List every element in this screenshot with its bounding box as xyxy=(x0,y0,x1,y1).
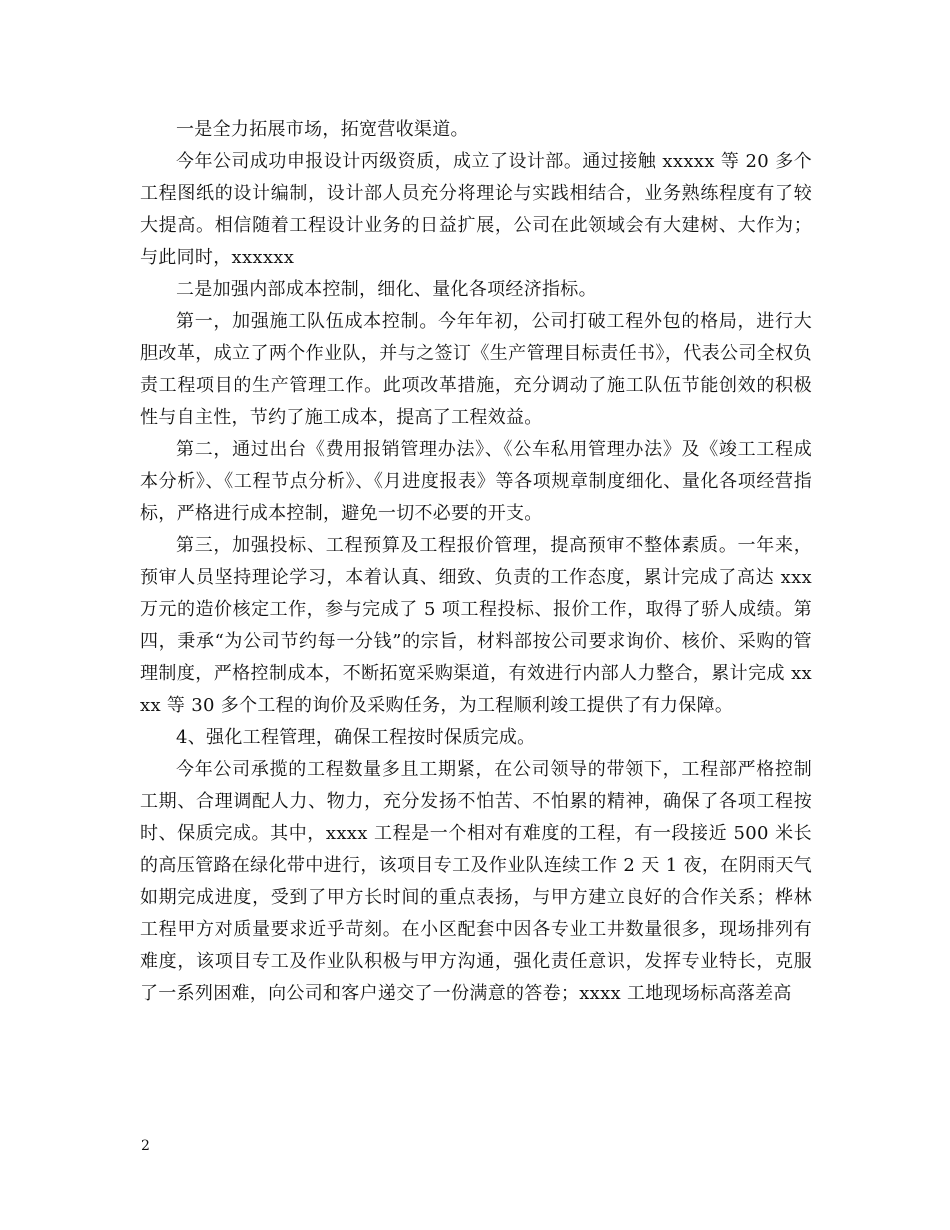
paragraph-bidding-budget: 第三，加强投标、工程预算及工程报价管理，提高预审不整体素质。一年来，预审人员坚持理论学习，本着认真、细致、负责的工作态度，累计完成了高达 xxx 万元的造价核定工作，参与完成了 5 项工程投标、报价工作，取得了骄人成绩。第四，秉承“为公司节约每一分钱”的宗旨，材料部按公司要求询价、核价、采购的管理制度，严格控制成本，不断拓宽采购渠道，有效进行内部人力整合，累计完成 xxxx 等 30 多个工程的询价及采购任务，为工程顺利竣工提供了有力保障。 xyxy=(140,535,812,716)
paragraph-design-department: 今年公司成功申报设计丙级资质，成立了设计部。通过接触 xxxxx 等 20 多个工程图纸的设计编制，设计部人员充分将理论与实践相结合，业务熟练程度有了较大提高。相信随着工程设计业务的日益扩展，公司在此领域会有大建树、大作为；与此同时，xxxxxx xyxy=(140,151,812,268)
paragraph-project-management-heading: 4、强化工程管理，确保工程按时保质完成。 xyxy=(176,727,536,748)
paragraph-management-rules: 第二，通过出台《费用报销管理办法》、《公车私用管理办法》及《竣工工程成本分析》、《工程节点分析》、《月进度报表》等各项规章制度细化、量化各项经营指标，严格进行成本控制，避免一切不必要的开支。 xyxy=(140,439,812,524)
paragraph-construction-team-cost: 第一，加强施工队伍成本控制。今年年初，公司打破工程外包的格局，进行大胆改革，成立了两个作业队，并与之签订《生产管理目标责任书》，代表公司全权负责工程项目的生产管理工作。此项改革措施，充分调动了施工队伍节能创效的积极性与自主性，节约了施工成本，提高了工程效益。 xyxy=(140,311,812,428)
document-page xyxy=(140,114,812,1010)
paragraph-project-schedule: 今年公司承揽的工程数量多且工期紧，在公司领导的带领下，工程部严格控制工期、合理调配人力、物力，充分发扬不怕苦、不怕累的精神，确保了各项工程按时、保质完成。其中，xxxx 工程是一个相对有难度的工程，有一段接近 500 米长的高压管路在绿化带中进行，该项目专工及作业队连续工作 2 天 1 夜，在阴雨天气如期完成进度，受到了甲方长时间的重点表扬，与甲方建立良好的合作关系；桦林工程甲方对质量要求近乎苛刻。在小区配套中因各专业工井数量很多，现场排列有难度，该项目专工及作业队积极与甲方沟通，强化责任意识，发挥专业特长，克服了一系列困难，向公司和客户递交了一份满意的答卷；xxxx 工地现场标高落差高 xyxy=(140,759,812,1004)
paragraph-cost-control-heading: 二是加强内部成本控制，细化、量化各项经济指标。 xyxy=(176,279,597,300)
page-number: 2 xyxy=(141,1138,150,1154)
paragraph-market-expansion: 一是全力拓展市场，拓宽营收渠道。 xyxy=(176,119,469,140)
